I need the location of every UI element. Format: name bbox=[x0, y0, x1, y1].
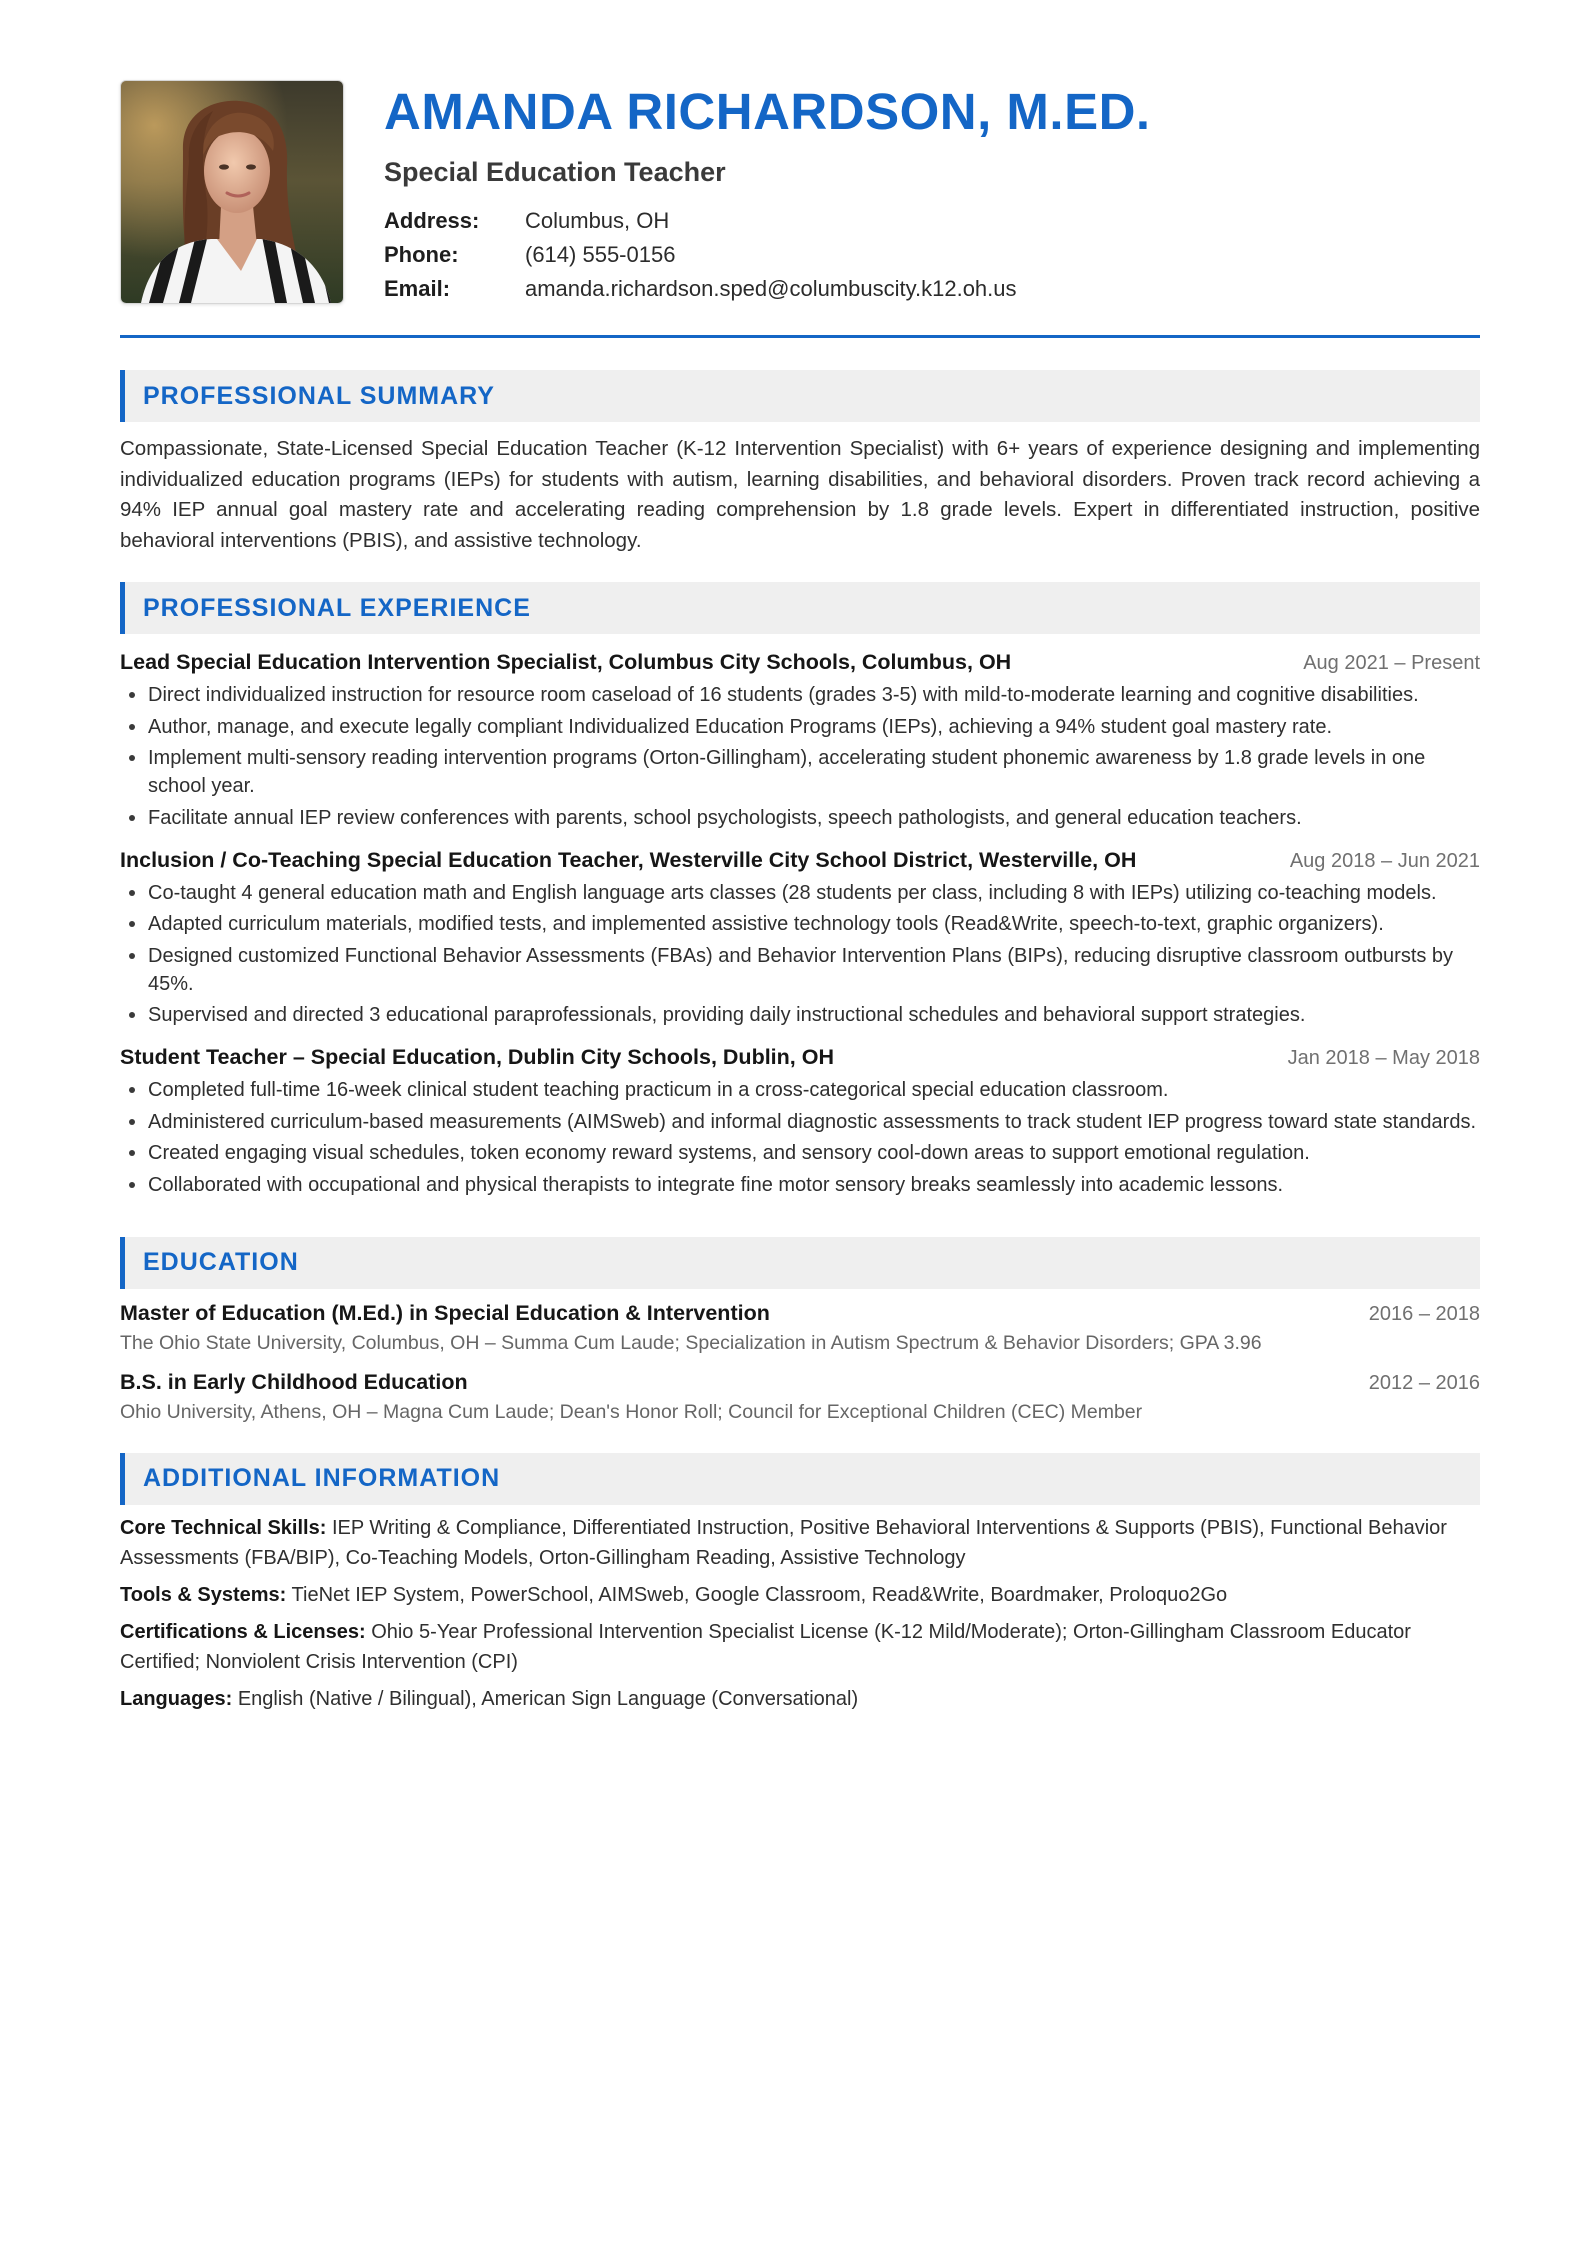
job-bullet: Designed customized Functional Behavior Assessments (FBAs) and Behavior Intervention Plans (BIPs), reducing disruptive classroom outbursts by 45%. bbox=[120, 942, 1480, 998]
candidate-name: AMANDA RICHARDSON, M.ED. bbox=[384, 83, 1151, 140]
info-value: IEP Writing & Compliance, Differentiated Instruction, Positive Behavioral Interventions & Supports (PBIS), Functional Behavior Assessments (FBA/BIP), Co-Teaching Models, Orton-Gillingham Reading, Assistive Technology bbox=[120, 1516, 1447, 1569]
education-entry bbox=[120, 1370, 1480, 1425]
job-entry bbox=[120, 848, 1480, 1030]
job-date: Aug 2018 – Jun 2021 bbox=[1289, 849, 1480, 872]
job-bullet: Created engaging visual schedules, token economy reward systems, and sensory cool-down areas to support emotional regulation. bbox=[120, 1139, 1480, 1167]
education-detail: The Ohio State University, Columbus, OH – Summa Cum Laude; Specialization in Autism Spectrum & Behavior Disorders; GPA 3.96 bbox=[120, 1331, 1262, 1354]
profile-photo bbox=[120, 80, 344, 304]
contact-label: Phone: bbox=[384, 242, 459, 267]
contact-label: Email: bbox=[384, 276, 451, 301]
section-title: PROFESSIONAL SUMMARY bbox=[143, 381, 495, 410]
section-title: ADDITIONAL INFORMATION bbox=[143, 1464, 501, 1492]
header-text bbox=[384, 80, 1151, 306]
education-header bbox=[120, 1370, 1480, 1395]
header-divider bbox=[120, 335, 1480, 338]
resume-content bbox=[120, 80, 1480, 1714]
job-bullet: Direct individualized instruction for resource room caseload of 16 students (grades 3-5) with mild-to-moderate learning and cognitive disabilities. bbox=[120, 681, 1480, 709]
contact-phone bbox=[384, 238, 1151, 272]
education-entry bbox=[120, 1301, 1480, 1356]
info-label: Core Technical Skills: bbox=[120, 1516, 327, 1539]
additional-info bbox=[120, 1513, 1480, 1714]
section-header-experience bbox=[120, 582, 1480, 634]
info-core-skills bbox=[120, 1513, 1480, 1573]
info-certifications bbox=[120, 1617, 1480, 1677]
job-bullets bbox=[120, 1076, 1480, 1199]
info-label: Certifications & Licenses: bbox=[120, 1620, 366, 1643]
section-header-additional bbox=[120, 1453, 1480, 1505]
job-header bbox=[120, 650, 1480, 675]
info-value: Ohio 5-Year Professional Intervention Specialist License (K-12 Mild/Moderate); Orton-Gillingham Classroom Educator Certified; Nonviolent Crisis Intervention (CPI) bbox=[120, 1620, 1411, 1673]
section-header-summary bbox=[120, 370, 1480, 422]
job-entry bbox=[120, 1045, 1480, 1199]
job-bullet: Supervised and directed 3 educational paraprofessionals, providing daily instructional schedules and behavioral support strategies. bbox=[120, 1001, 1480, 1029]
info-tools bbox=[120, 1580, 1480, 1610]
education-degree: Master of Education (M.Ed.) in Special Education & Intervention bbox=[120, 1300, 770, 1325]
job-title: Student Teacher – Special Education, Dublin City Schools, Dublin, OH bbox=[120, 1045, 834, 1069]
job-header bbox=[120, 1045, 1480, 1070]
job-bullets bbox=[120, 681, 1480, 832]
job-title: Lead Special Education Intervention Specialist, Columbus City Schools, Columbus, OH bbox=[120, 650, 1012, 674]
section-header-education bbox=[120, 1237, 1480, 1289]
education-header bbox=[120, 1301, 1480, 1326]
info-label: Languages: bbox=[120, 1687, 233, 1710]
job-bullet: Co-taught 4 general education math and English language arts classes (28 students per class, including 8 with IEPs) utilizing co-teaching models. bbox=[120, 879, 1480, 907]
section-title: EDUCATION bbox=[143, 1248, 299, 1276]
job-title: Inclusion / Co-Teaching Special Education Teacher, Westerville City School District, Westerville, OH bbox=[120, 847, 1137, 872]
job-bullets bbox=[120, 879, 1480, 1030]
info-value: English (Native / Bilingual), American Sign Language (Conversational) bbox=[237, 1687, 859, 1710]
job-entry bbox=[120, 650, 1480, 832]
education-years: 2016 – 2018 bbox=[1368, 1302, 1480, 1325]
section-title: PROFESSIONAL EXPERIENCE bbox=[143, 593, 531, 622]
job-bullet: Implement multi-sensory reading intervention programs (Orton-Gillingham), accelerating student phonemic awareness by 1.8 grade levels in one school year. bbox=[120, 744, 1480, 800]
resume-header bbox=[120, 80, 1480, 302]
job-bullet: Completed full-time 16-week clinical student teaching practicum in a cross-categorical special education classroom. bbox=[120, 1076, 1480, 1104]
job-header bbox=[120, 848, 1480, 873]
job-bullet: Author, manage, and execute legally compliant Individualized Education Programs (IEPs), achieving a 94% student goal mastery rate. bbox=[120, 713, 1480, 741]
info-value: TieNet IEP System, PowerSchool, AIMSweb, Google Classroom, Read&Write, Boardmaker, Proloquo2Go bbox=[291, 1583, 1228, 1606]
job-date: Aug 2021 – Present bbox=[1303, 652, 1480, 674]
summary-text: Compassionate, State-Licensed Special Education Teacher (K-12 Intervention Specialist) with 6+ years of experience designing and implementing individualized education programs (IEPs) for students with autism, learning disabilities, and behavioral disorders. Proven track record achieving a 94% IEP annual goal mastery rate and accelerating reading comprehension by 1.8 grade levels. Expert in differentiated instruction, positive behavioral interventions (PBIS), and assistive technology. bbox=[120, 437, 1480, 552]
contact-email bbox=[384, 272, 1151, 306]
contact-address bbox=[384, 204, 1151, 238]
job-date: Jan 2018 – May 2018 bbox=[1287, 1047, 1480, 1069]
job-bullet: Facilitate annual IEP review conferences with parents, school psychologists, speech pathologists, and general education teachers. bbox=[120, 804, 1480, 832]
info-languages bbox=[120, 1684, 1480, 1714]
contact-info bbox=[384, 204, 1151, 306]
contact-label: Address: bbox=[384, 208, 480, 233]
education-years: 2012 – 2016 bbox=[1368, 1371, 1480, 1394]
candidate-role: Special Education Teacher bbox=[384, 157, 726, 187]
contact-value: (614) 555-0156 bbox=[525, 242, 676, 267]
job-bullet: Adapted curriculum materials, modified tests, and implemented assistive technology tools (Read&Write, speech-to-text, graphic organizers). bbox=[120, 910, 1480, 938]
job-bullet: Collaborated with occupational and physical therapists to integrate fine motor sensory breaks seamlessly into academic lessons. bbox=[120, 1171, 1480, 1199]
job-bullet: Administered curriculum-based measurements (AIMSweb) and informal diagnostic assessments to track student IEP progress toward state standards. bbox=[120, 1108, 1480, 1136]
contact-value: Columbus, OH bbox=[525, 208, 670, 233]
education-degree: B.S. in Early Childhood Education bbox=[120, 1369, 468, 1394]
education-detail: Ohio University, Athens, OH – Magna Cum Laude; Dean's Honor Roll; Council for Exceptional Children (CEC) Member bbox=[120, 1400, 1143, 1423]
info-label: Tools & Systems: bbox=[120, 1583, 287, 1606]
contact-value[interactable]: amanda.richardson.sped@columbuscity.k12.oh.us bbox=[525, 276, 1017, 301]
